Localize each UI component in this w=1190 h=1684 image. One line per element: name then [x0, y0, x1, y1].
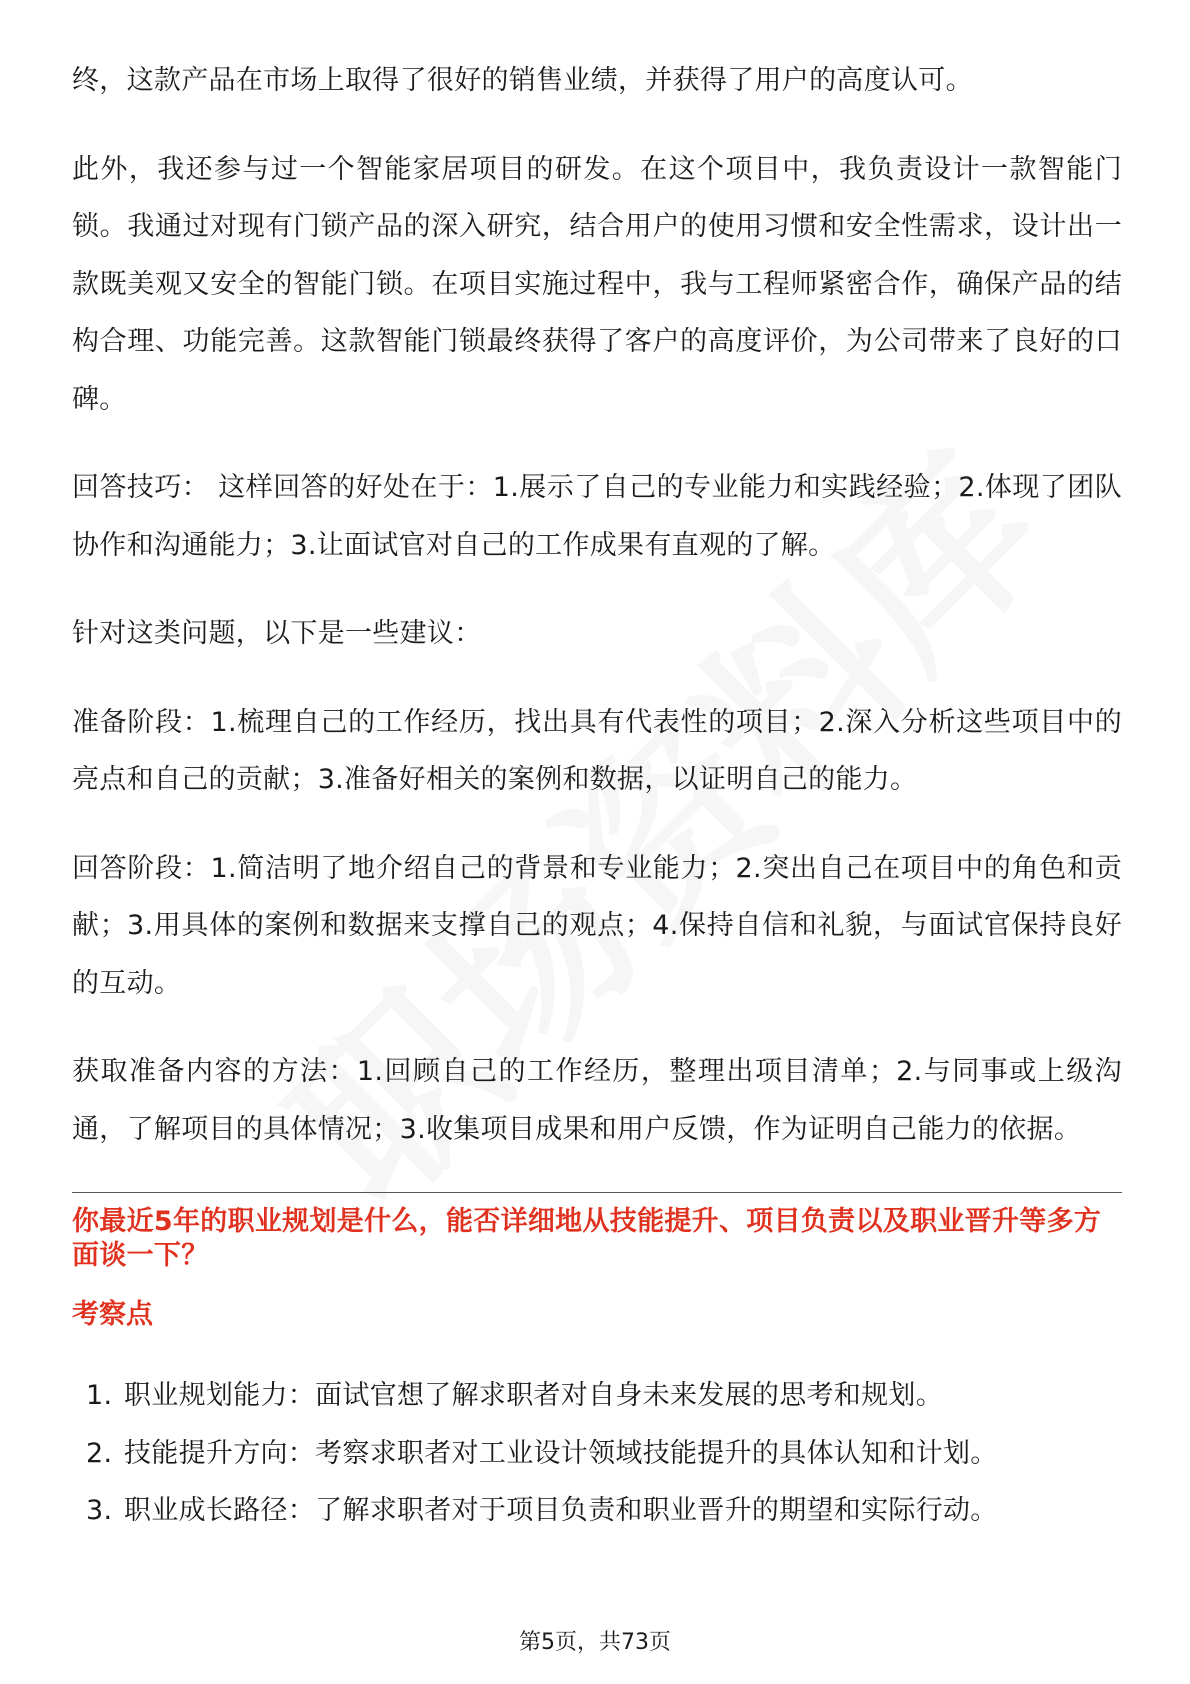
section-title-assessment: 考察点 — [72, 1299, 153, 1330]
list-item-text: 职业规划能力：面试官想了解求职者对自身未来发展的思考和规划。 — [124, 1380, 943, 1411]
question-heading: 你最近5年的职业规划是什么，能否详细地从技能提升、项目负责以及职业晋升等多方面谈一下？ — [72, 1206, 1102, 1271]
assessment-points-list — [72, 1367, 1122, 1540]
list-item-text: 技能提升方向：考察求职者对工业设计领域技能提升的具体认知和计划。 — [124, 1437, 998, 1469]
document-page — [72, 52, 1122, 1540]
paragraph-preparation-method: 获取准备内容的方法：1.回顾自己的工作经历，整理出项目清单；2.与同事或上级沟通，了解项目的具体情况；3.收集项目成果和用户反馈，作为证明自己能力的依据。 — [72, 1056, 1122, 1145]
page-footer: 第5页，共73页 — [519, 1630, 671, 1655]
list-item-number: 2. — [86, 1437, 113, 1469]
paragraph-suggestions-intro: 针对这类问题，以下是一些建议： — [72, 618, 482, 649]
list-item — [86, 1367, 1122, 1425]
paragraph-answer-tips: 回答技巧： 这样回答的好处在于：1.展示了自己的专业能力和实践经验；2.体现了团队协作和沟通能力；3.让面试官对自己的工作成果有直观的了解。 — [72, 472, 1122, 561]
paragraph-smart-lock: 此外，我还参与过一个智能家居项目的研发。在这个项目中，我负责设计一款智能门锁。我通过对现有门锁产品的深入研究，结合用户的使用习惯和安全性需求，设计出一款既美观又安全的智能门锁。在项目实施过程中，我与工程师紧密合作，确保产品的结构合理、功能完善。这款智能门锁最终获得了客户的高度评价，为公司带来了良好的口碑。 — [72, 153, 1122, 415]
paragraph-preparation-stage: 准备阶段：1.梳理自己的工作经历，找出具有代表性的项目；2.深入分析这些项目中的亮点和自己的贡献；3.准备好相关的案例和数据，以证明自己的能力。 — [72, 706, 1122, 795]
list-item — [86, 1482, 1122, 1540]
list-item-number: 3. — [86, 1495, 113, 1526]
list-item — [86, 1425, 1122, 1483]
section-divider — [72, 1192, 1122, 1193]
list-item-text: 职业成长路径：了解求职者对于项目负责和职业晋升的期望和实际行动。 — [124, 1495, 998, 1526]
paragraph-answer-stage: 回答阶段：1.简洁明了地介绍自己的背景和专业能力；2.突出自己在项目中的角色和贡献；3.用具体的案例和数据来支撑自己的观点；4.保持自信和礼貌，与面试官保持良好的互动。 — [72, 852, 1122, 999]
paragraph-product-result: 终，这款产品在市场上取得了很好的销售业绩，并获得了用户的高度认可。 — [72, 65, 973, 96]
list-item-number: 1. — [86, 1380, 113, 1411]
